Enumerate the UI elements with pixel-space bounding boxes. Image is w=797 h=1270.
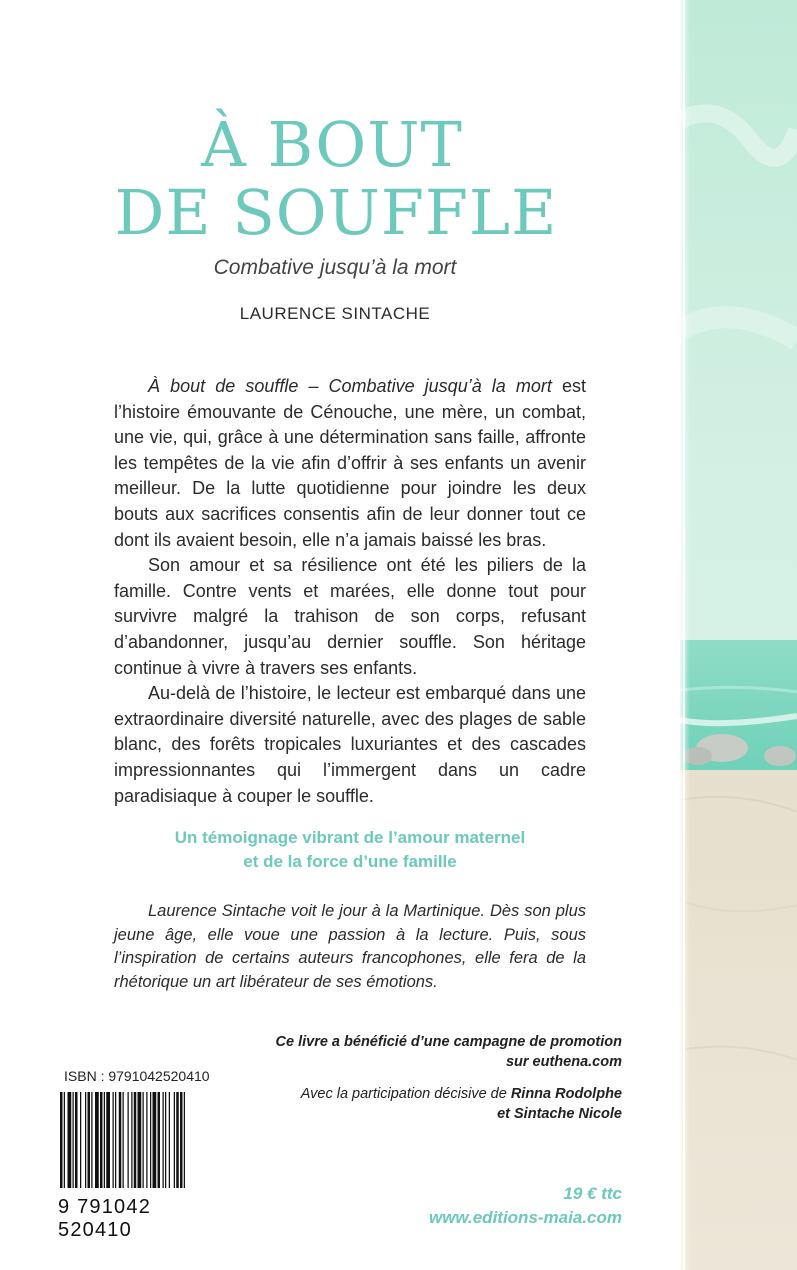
barcode-bar	[169, 1092, 170, 1188]
book-blurb	[114, 374, 586, 809]
barcode-bar	[85, 1092, 86, 1188]
publisher-website: www.editions-maia.com	[428, 1208, 622, 1227]
isbn-label: ISBN : 9791042520410	[64, 1068, 210, 1084]
promotion-line-2: sur euthena.com	[505, 1054, 622, 1070]
barcode-bar	[131, 1092, 132, 1188]
barcode-bar	[119, 1092, 122, 1188]
barcode-bar	[73, 1092, 74, 1188]
barcode-bar	[184, 1092, 185, 1188]
blurb-paragraph-3: Au-delà de l’histoire, le lecteur est embarqué dans une extraordinaire diversité naturelle, avec des plages de sable blanc, des forêts tropicales luxuriantes et des cascades impressionnantes qui l’immergent dans un cadre paradisiaque à couper le souffle.	[114, 683, 586, 806]
book-title-line-2: DE SOUFFLE	[114, 176, 558, 249]
barcode-bar	[113, 1092, 114, 1188]
barcode-bar	[128, 1092, 129, 1188]
barcode-bar	[146, 1092, 147, 1188]
tagline-line-1: Un témoignage vibrant de l’amour maternel	[174, 828, 526, 847]
barcode-bar	[176, 1092, 179, 1188]
barcode-bar	[115, 1092, 116, 1188]
barcode-bar	[91, 1092, 92, 1188]
credits-line-1	[260, 1084, 622, 1104]
price: 19 € ttc	[563, 1184, 622, 1203]
barcode-bar	[153, 1092, 157, 1188]
author-name: LAURENCE SINTACHE	[239, 304, 431, 323]
barcode	[60, 1092, 224, 1188]
barcode-bar	[158, 1092, 161, 1188]
barcode-bar	[64, 1092, 65, 1188]
barcode-bar	[180, 1092, 183, 1188]
promotion-line-1: Ce livre a bénéficié d’une campagne de promotion	[275, 1034, 622, 1050]
barcode-bar	[60, 1092, 63, 1188]
barcode-bar	[104, 1092, 105, 1188]
barcode-bar	[100, 1092, 103, 1188]
blurb-title-reference: À bout de souffle – Combative jusqu’à la mort	[148, 376, 552, 396]
blurb-paragraph-1-text: est l’histoire émouvante de Cénouche, une mère, un combat, une vie, qui, grâce à une détermination sans faille, affronte les tempêtes de la vie afin d’offrir à ses enfants un avenir meilleur. De la lutte quotidienne pour joindre les deux bouts aux sacrifices consentis afin de leur donner tout ce dont ils avaient besoin, elle n’a jamais baissé les bras.	[114, 376, 587, 550]
barcode-bar	[174, 1092, 175, 1188]
barcode-bar	[143, 1092, 144, 1188]
barcode-bar	[68, 1092, 72, 1188]
barcode-bar	[95, 1092, 99, 1188]
barcode-bar	[150, 1092, 151, 1188]
author-bio-text: Laurence Sintache voit le jour à la Martinique. Dès son plus jeune âge, elle voue une passion à la lecture. Puis, sous l’inspiration de certains auteurs francophones, elle fera de la rhétorique un art libérateur de ses émotions.	[114, 902, 586, 991]
barcode-bar	[138, 1092, 142, 1188]
blurb-paragraph-1	[114, 374, 586, 553]
credits-name-2: Sintache Nicole	[514, 1106, 622, 1122]
tagline	[114, 826, 586, 874]
beach-photo	[680, 0, 797, 1270]
barcode-bar	[75, 1092, 78, 1188]
tagline-line-2: et de la force d’une famille	[243, 852, 457, 871]
barcode-digits: 9 791042 520410	[58, 1196, 152, 1241]
book-subtitle: Combative jusqu’à la mort	[213, 256, 457, 279]
barcode-bar	[165, 1092, 166, 1188]
credits-prefix: Avec la participation décisive de	[300, 1086, 511, 1102]
barcode-bar	[123, 1092, 124, 1188]
book-title-line-1: À BOUT	[201, 108, 463, 181]
barcode-bar	[134, 1092, 137, 1188]
barcode-bar	[163, 1092, 164, 1188]
barcode-bar	[88, 1092, 91, 1188]
author-bio	[114, 900, 586, 994]
credits-name-1: Rinna Rodolphe	[510, 1086, 622, 1102]
barcode-bar	[106, 1092, 110, 1188]
credits-note	[260, 1084, 622, 1124]
credits-line-2	[260, 1104, 622, 1124]
promotion-note	[260, 1032, 622, 1072]
blurb-paragraph-2: Son amour et sa résilience ont été les piliers de la famille. Contre vents et marées, elle donne tout pour survivre malgré la trahison de son corps, refusant d’abandonner, jusqu’au dernier souffle. Son héritage continue à vivre à travers ses enfants.	[114, 555, 586, 678]
credits-line-2-prefix: et	[497, 1106, 515, 1122]
barcode-bar	[80, 1092, 81, 1188]
